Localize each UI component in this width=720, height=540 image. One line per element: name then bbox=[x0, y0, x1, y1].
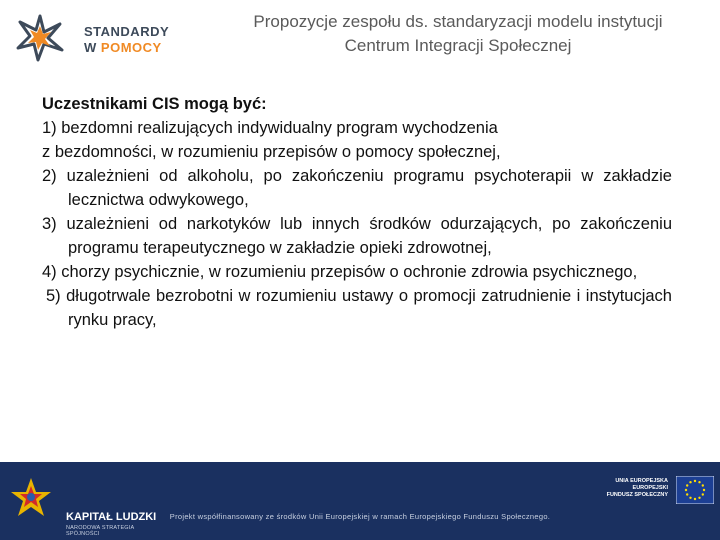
slide-header bbox=[0, 0, 720, 78]
list-item: 4) chorzy psychicznie, w rozumieniu przepisów o ochronie zdrowia psychicznego, bbox=[42, 263, 638, 281]
cofinancing-note: Projekt współfinansowany ze środków Unii Europejskiej w ramach Europejskiego Funduszu Społecznego. bbox=[169, 512, 551, 521]
slide-title bbox=[196, 10, 720, 58]
slide-title-line2: Centrum Integracji Społecznej bbox=[344, 36, 572, 55]
slide-title-line1: Propozycje zespołu ds. standaryzacji modelu instytucji bbox=[253, 12, 663, 31]
slide-footer bbox=[0, 462, 720, 540]
eu-label bbox=[607, 478, 668, 499]
list-item: 3) uzależnieni od narkotyków lub innych środków odurzających, po zakończeniu programu terapeutycznego w zakładzie opieki zdrowotnej, bbox=[42, 215, 672, 257]
content-intro: Uczestnikami CIS mogą być: bbox=[42, 95, 267, 113]
slide-content bbox=[42, 92, 672, 332]
standardy-w-pomocy-logo bbox=[14, 10, 194, 68]
kapital-ludzki-subtitle: NARODOWA STRATEGIA SPÓJNOŚCI bbox=[66, 525, 135, 537]
list-item: 2) uzależnieni od alkoholu, po zakończeniu programu psychoterapii w zakładzie lecznictwa odwykowego, bbox=[42, 167, 672, 209]
star-logo-icon bbox=[14, 12, 66, 64]
logo-text-w-pomocy bbox=[84, 40, 162, 55]
list-item: 5) długotrwale bezrobotni w rozumieniu ustawy o promocji zatrudnienie i instytucjach rynku pracy, bbox=[46, 287, 672, 329]
kapital-ludzki-title: KAPITAŁ LUDZKI bbox=[66, 511, 157, 523]
eu-flag-icon bbox=[676, 476, 714, 504]
list-item: 1) bezdomni realizujących indywidualny program wychodzenia bbox=[42, 119, 498, 137]
eu-label-line1: UNIA EUROPEJSKA bbox=[615, 478, 668, 484]
eu-label-line2: EUROPEJSKI bbox=[632, 485, 668, 491]
eu-label-line3: FUNDUSZ SPOŁECZNY bbox=[606, 492, 668, 498]
logo-text-standardy: STANDARDY bbox=[84, 24, 170, 39]
list-item: z bezdomności, w rozumieniu przepisów o pomocy społecznej, bbox=[42, 143, 501, 161]
logo-text-pomocy: POMOCY bbox=[100, 40, 162, 55]
logo-text-w: W bbox=[84, 40, 97, 55]
